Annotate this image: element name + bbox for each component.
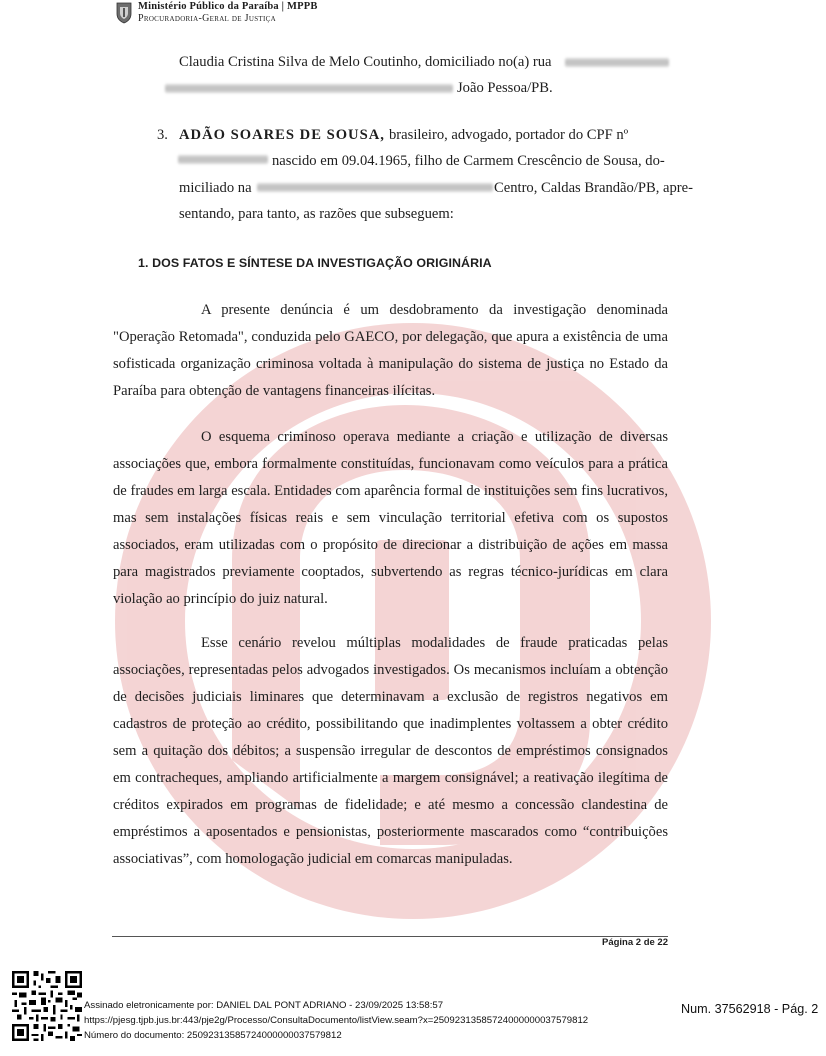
document-page-reference: Num. 37562918 - Pág. 2 [681,1002,819,1016]
paragraph-line: "Operação Retomada", conduzida pelo GAECO, por delegação, que apura a existência de uma [113,329,668,345]
paragraph-line: Paraíba para obtenção de vantagens financeiras ilícitas. [113,383,436,399]
paragraph-line: O esquema criminoso operava mediante a criação e utilização de diversas [201,429,668,445]
header-institution: Ministério Público da Paraíba | MPPB [138,1,318,12]
paragraph-line: para magistrados previamente cooptados, subvertendo as regras técnico-jurídicas em clara [113,564,668,580]
redacted-cpf [178,155,268,164]
paragraph-line: associações que, embora formalmente constituídas, funcionavam como veículos para a prática [113,456,668,472]
paragraph-line: Esse cenário revelou múltiplas modalidades de fraude praticadas pelas [201,635,668,651]
redacted-address [165,84,453,93]
redacted-address [565,58,669,67]
paragraph-line: de fraudes em larga escala. Entidades com aparência formal de instituições sem fins lucrativos, [113,483,668,499]
item-line-1: brasileiro, advogado, portador do CPF nº [389,127,629,143]
item-line-4: sentando, para tanto, as razões que subseguem: [179,206,454,222]
paragraph-line: mas sem instalações físicas reais e sem vinculação territorial efetiva com os supostos [113,510,668,526]
paragraph-line: associações, representadas pelos advogados investigados. Os mecanismos incluíam a obtenção [113,662,668,678]
defendant-name: ADÃO SOARES DE SOUSA, [179,127,385,143]
paragraph-line: sofisticada organização criminosa voltada à manipulação do sistema de justiça no Estado da [113,356,668,372]
document-url[interactable]: https://pjesg.tjpb.jus.br:443/pje2g/Processo/ConsultaDocumento/listView.seam?x=25092313585724000000037579812 [84,1015,589,1026]
paragraph-line: associados, eram utilizadas com o propósito de direcionar a distribuição de ações em massa [113,537,668,553]
header-department: Procuradoria-Geral de Justiça [138,13,276,24]
item-number: 3. [157,127,168,143]
signature-line: Assinado eletronicamente por: DANIEL DAL PONT ADRIANO - 23/09/2025 13:58:57 [84,1000,444,1011]
coat-of-arms-icon [116,2,132,24]
document-number: Número do documento: 25092313585724000000037579812 [84,1030,342,1041]
qr-code-icon [12,971,82,1041]
paragraph-line: empréstimos a aposentados e pensionistas, posteriormente mascarados como “contribuições [113,824,668,840]
item-line-3-start: miciliado na [179,180,252,196]
item-line-3-end: Centro, Caldas Brandão/PB, apre- [494,180,693,196]
item-line-2: nascido em 09.04.1965, filho de Carmem Crescêncio de Sousa, do- [272,153,665,169]
paragraph-line: associativas”, com homologação judicial em comarcas manipuladas. [113,851,513,867]
section-heading: 1. DOS FATOS E SÍNTESE DA INVESTIGAÇÃO ORIGINÁRIA [138,256,492,270]
redacted-address [257,183,493,192]
paragraph-line: créditos expirados em programas de fidelidade; e até mesmo a concessão clandestina de [113,797,668,813]
paragraph-line: cadastros de proteção ao crédito, possibilitando que inadimplentes voltassem a obter crédito [113,716,668,732]
paragraph-line: sem a quitação dos débitos; a suspensão irregular de descontos de empréstimos consignados [113,743,668,759]
paragraph-line: de decisões judiciais liminares que determinavam a exclusão de registros negativos em [113,689,668,705]
page-number: Página 2 de 22 [601,937,668,948]
intro-line-1: Claudia Cristina Silva de Melo Coutinho, domiciliado no(a) rua [179,54,552,70]
paragraph-line: em contracheques, ampliando artificialmente a margem consignável; a reativação ilegítima de [113,770,668,786]
paragraph-line: A presente denúncia é um desdobramento da investigação denominada [201,302,668,318]
intro-line-2: João Pessoa/PB. [457,80,553,96]
paragraph-line: violação ao princípio do juiz natural. [113,591,328,607]
